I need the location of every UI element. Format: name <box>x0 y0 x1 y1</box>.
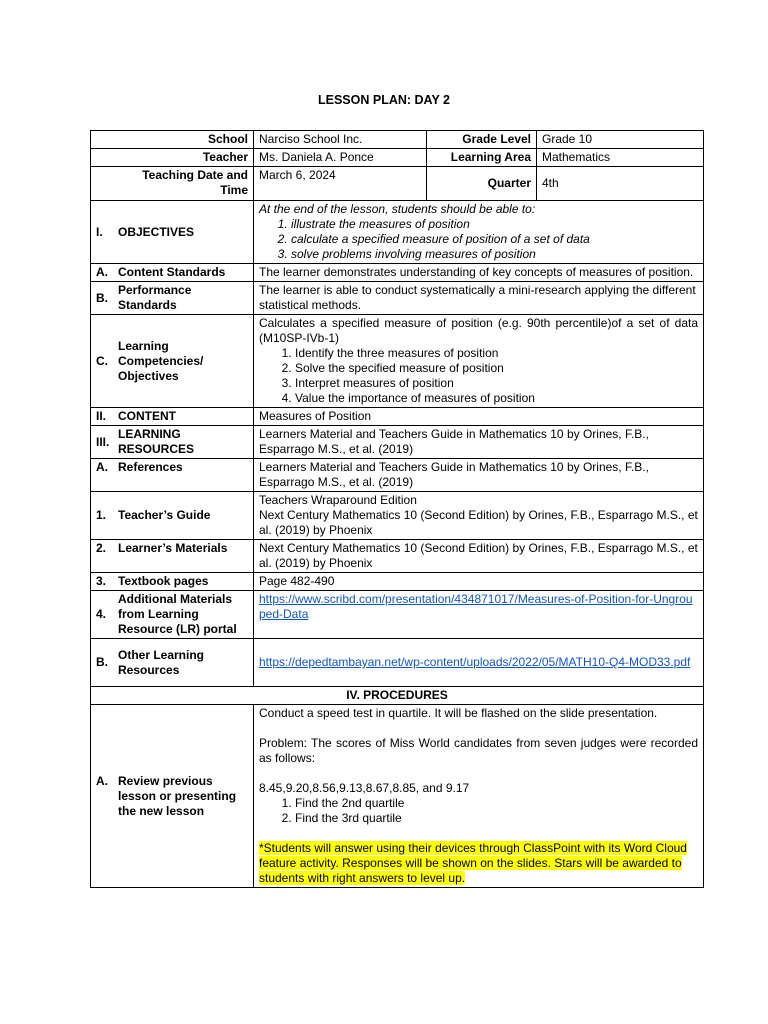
content-standards-row <box>91 264 704 282</box>
date-row <box>91 167 704 201</box>
procedures-heading: IV. PROCEDURES <box>91 687 704 705</box>
school-value: Narciso School Inc. <box>254 131 427 149</box>
page-title: LESSON PLAN: DAY 2 <box>318 93 450 107</box>
learning-area-value: Mathematics <box>537 149 704 167</box>
resources-num: III. <box>96 434 110 449</box>
objective-item: 3. solve problems involving measures of position <box>291 247 698 262</box>
textbook-label: Textbook pages <box>118 574 209 588</box>
competencies-row <box>91 315 704 408</box>
competency-item: 3. Interpret measures of position <box>295 376 698 391</box>
teacher-row <box>91 149 704 167</box>
other-resources-row <box>91 639 704 687</box>
quarter-label: Quarter <box>427 167 537 201</box>
grade-value: Grade 10 <box>537 131 704 149</box>
teachers-guide-line1: Teachers Wraparound Edition <box>259 493 417 507</box>
review-row <box>91 705 704 888</box>
lesson-plan-table <box>90 130 704 888</box>
review-list <box>259 796 698 826</box>
objectives-row <box>91 201 704 264</box>
competency-item: 1. Identify the three measures of position <box>295 346 698 361</box>
learning-resources-row <box>91 426 704 459</box>
content-standards-num: A. <box>96 265 108 279</box>
scribd-link[interactable]: https://www.scribd.com/presentation/434871017/Measures-of-Position-for-Ungrouped-Data <box>259 592 693 621</box>
school-label: School <box>91 131 254 149</box>
review-item: 2. Find the 3rd quartile <box>295 811 698 826</box>
review-num: A. <box>96 773 108 788</box>
textbook-text: Page 482-490 <box>254 573 704 591</box>
objectives-num: I. <box>96 224 103 239</box>
objectives-list <box>259 217 698 262</box>
date-label: Teaching Date and Time <box>91 167 254 201</box>
teachers-guide-num: 1. <box>96 508 107 522</box>
teachers-guide-label: Teacher’s Guide <box>118 508 211 522</box>
objectives-intro: At the end of the lesson, students should be able to: <box>259 202 536 216</box>
performance-standards-label: Performance Standards <box>118 283 192 312</box>
references-text: Learners Material and Teachers Guide in Mathematics 10 by Orines, F.B., Esparrago M.S., et al. (2019) <box>254 459 704 492</box>
performance-standards-text: The learner is able to conduct systematically a mini-research applying the different statistical methods. <box>254 282 704 315</box>
competency-item: 4. Value the importance of measures of position <box>295 391 698 406</box>
other-num: B. <box>96 655 108 669</box>
classpoint-note: *Students will answer using their devices through ClassPoint with its Word Cloud feature activity. Responses will be shown on the slides. Stars will be awarded to students with right answers to level up. <box>259 841 687 885</box>
learning-area-label: Learning Area <box>427 149 537 167</box>
competencies-label: Learning Competencies/ Objectives <box>118 338 204 383</box>
references-row <box>91 459 704 492</box>
objective-item: 2. calculate a specified measure of position of a set of data <box>291 232 698 247</box>
teacher-label: Teacher <box>91 149 254 167</box>
resources-label: LEARNING RESOURCES <box>118 427 195 456</box>
objective-item: 1. illustrate the measures of position <box>291 217 698 232</box>
additional-materials-row <box>91 591 704 639</box>
additional-label: Additional Materials from Learning Resource (LR) portal <box>118 592 237 636</box>
content-row <box>91 408 704 426</box>
teacher-value: Ms. Daniela A. Ponce <box>254 149 427 167</box>
procedures-heading-row <box>91 687 704 705</box>
references-num: A. <box>96 460 108 474</box>
quarter-value: 4th <box>537 167 704 201</box>
other-label: Other Learning Resources <box>118 647 205 677</box>
school-row <box>91 131 704 149</box>
learners-materials-label: Learner’s Materials <box>118 541 228 555</box>
performance-standards-row <box>91 282 704 315</box>
performance-standards-num: B. <box>96 290 108 305</box>
resources-text: Learners Material and Teachers Guide in Mathematics 10 by Orines, F.B., Esparrago M.S., et al. (2019) <box>254 426 704 459</box>
content-text: Measures of Position <box>254 408 704 426</box>
content-standards-label: Content Standards <box>118 265 226 279</box>
textbook-num: 3. <box>96 574 107 588</box>
learners-materials-row <box>91 540 704 573</box>
content-standards-text: The learner demonstrates understanding of key concepts of measures of position. <box>254 264 704 282</box>
review-paragraph-2: Problem: The scores of Miss World candidates from seven judges were recorded as follows: <box>259 736 698 765</box>
content-label: CONTENT <box>118 409 176 423</box>
additional-num: 4. <box>96 607 107 621</box>
objectives-label: OBJECTIVES <box>118 224 195 239</box>
references-label: References <box>118 460 183 474</box>
review-paragraph-1: Conduct a speed test in quartile. It will be flashed on the slide presentation. <box>259 706 658 720</box>
learners-materials-num: 2. <box>96 541 107 555</box>
depedtambayan-link[interactable]: https://depedtambayan.net/wp-content/uploads/2022/05/MATH10-Q4-MOD33.pdf <box>259 655 691 669</box>
competency-item: 2. Solve the specified measure of position <box>295 361 698 376</box>
competencies-intro: Calculates a specified measure of position (e.g. 90th percentile)of a set of data (M10SP-IVb-1) <box>259 316 698 345</box>
competencies-list <box>259 346 698 406</box>
review-label: Review previous lesson or presenting the new lesson <box>118 773 237 818</box>
learners-materials-text: Next Century Mathematics 10 (Second Edition) by Orines, F.B., Esparrago M.S., et al. (2019) by Phoenix <box>254 540 704 573</box>
teachers-guide-line2: Next Century Mathematics 10 (Second Edition) by Orines, F.B., Esparrago M.S., et al. (2019) by Phoenix <box>259 508 698 537</box>
grade-label: Grade Level <box>427 131 537 149</box>
competencies-num: C. <box>96 353 108 368</box>
date-value: March 6, 2024 <box>254 167 427 201</box>
content-num: II. <box>96 409 107 423</box>
textbook-row <box>91 573 704 591</box>
teachers-guide-row <box>91 492 704 540</box>
review-scores: 8.45,9.20,8.56,9.13,8.67,8.85, and 9.17 <box>259 781 470 795</box>
review-item: 1. Find the 2nd quartile <box>295 796 698 811</box>
